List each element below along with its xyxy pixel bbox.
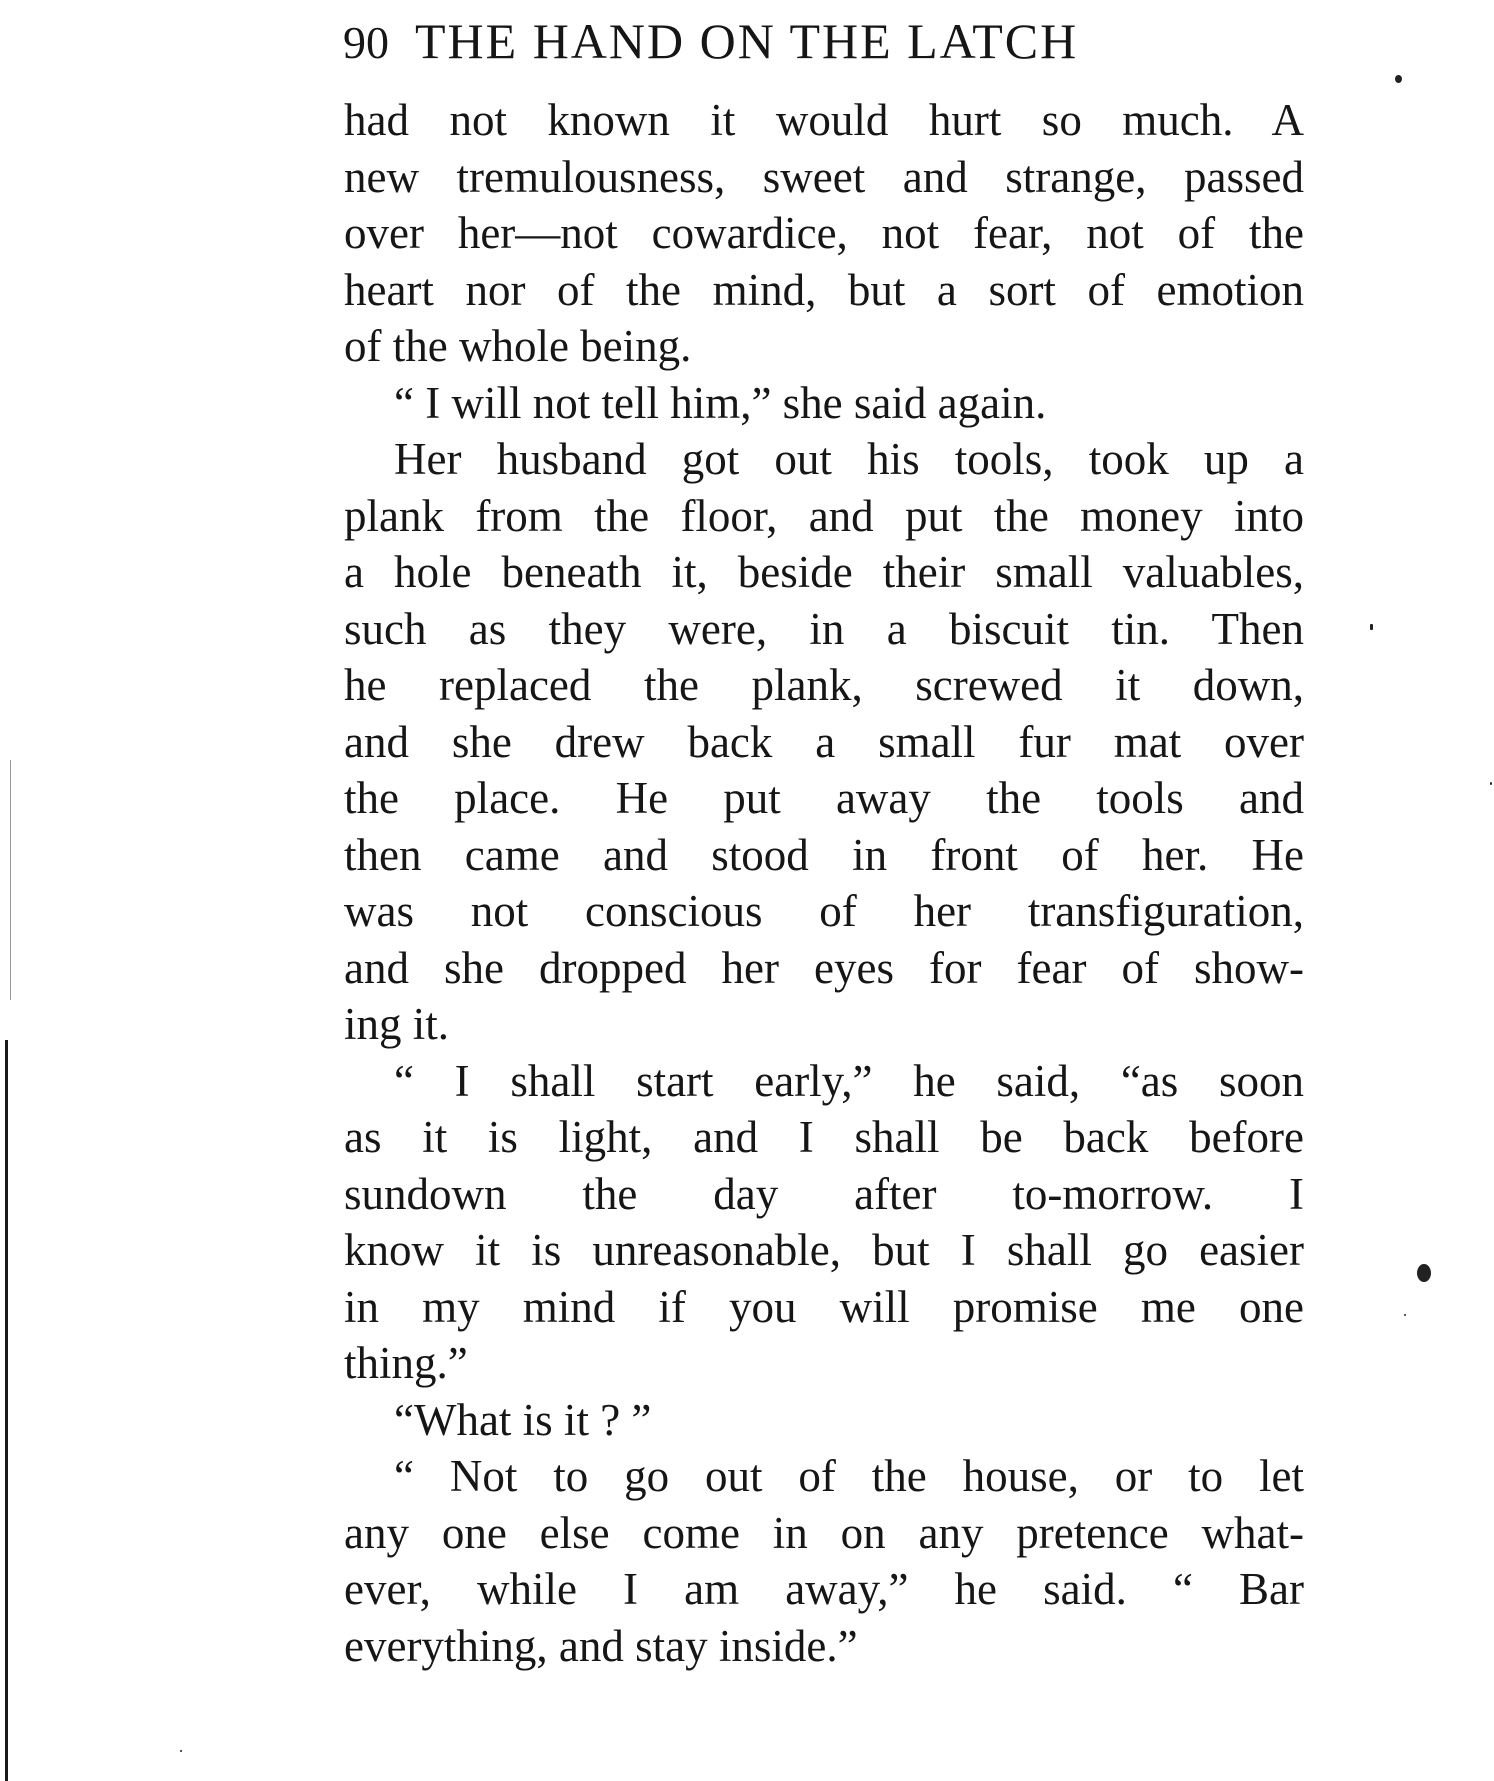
running-head [343,6,1283,76]
text-line: as it is light, and I shall be back before [344,1112,1304,1162]
ink-speck [180,1750,182,1752]
text-line: heart nor of the mind, but a sort of emotion [344,264,1304,315]
ink-speck [1404,1314,1406,1316]
text-line: ing it. [344,999,450,1049]
body-text [344,92,1304,1674]
ink-speck [1417,1264,1431,1282]
text-line: had not known it would hurt so much. A [344,95,1304,145]
text-line: he replaced the plank, screwed it down, [344,660,1304,710]
text-line: Her husband got out his tools, took up a [394,434,1304,484]
text-line: “What is it ? ” [394,1394,652,1445]
text-line: such as they were, in a biscuit tin. Then [344,603,1304,654]
scan-edge-line [5,1040,8,1781]
scan-edge-faint [10,760,11,1000]
text-line: everything, and stay inside.” [344,1620,858,1671]
text-line: “ Not to go out of the house, or to let [394,1451,1304,1501]
text-line: the place. He put away the tools and [344,773,1304,823]
text-line: then came and stood in front of her. He [344,829,1304,880]
text-line: and she drew back a small fur mat over [344,716,1304,767]
text-line: “ I shall start early,” he said, “as soon [394,1055,1304,1106]
text-line: know it is unreasonable, but I shall go easier [344,1225,1304,1275]
text-line: and she dropped her eyes for fear of show- [344,942,1304,993]
text-line: any one else come in on any pretence what- [344,1507,1304,1558]
text-line: new tremulousness, sweet and strange, passed [344,151,1304,202]
ink-speck [1395,75,1402,83]
text-line: “ I will not tell him,” she said again. [394,377,1047,428]
running-title: THE HAND ON THE LATCH [415,13,1079,69]
text-line: in my mind if you will promise me one [344,1281,1304,1332]
text-line: a hole beneath it, beside their small valuables, [344,547,1304,597]
text-line: thing.” [344,1338,468,1388]
text-line: of the whole being. [344,321,692,371]
text-line: sundown the day after to-morrow. I [344,1168,1304,1219]
ink-speck [1370,624,1373,630]
page-number: 90 [343,17,389,68]
text-line: plank from the floor, and put the money into [344,490,1304,541]
text-line: ever, while I am away,” he said. “ Bar [344,1564,1304,1614]
text-line: over her—not cowardice, not fear, not of the [344,208,1304,258]
ink-speck [1490,782,1492,785]
text-line: was not conscious of her transfiguration, [344,886,1304,936]
